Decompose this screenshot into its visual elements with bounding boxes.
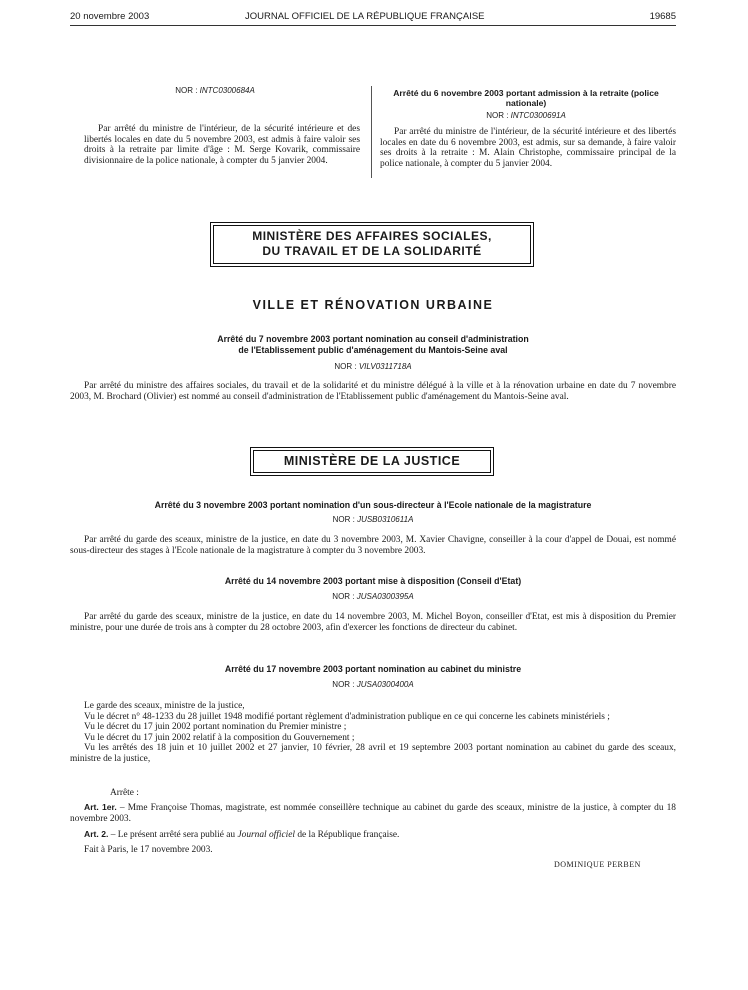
section-heading: VILLE ET RÉNOVATION URBAINE xyxy=(252,298,494,312)
nor-reference xyxy=(70,362,676,371)
arrete-title: Arrêté du 6 novembre 2003 portant admission à la retraite (police nationale) xyxy=(393,88,659,108)
ministry-heading xyxy=(213,225,531,264)
article-text: de la République française. xyxy=(295,830,400,840)
ministry-box-justice xyxy=(250,447,494,476)
paragraph: Vu le décret du 17 juin 2002 portant nomination du Premier ministre ; xyxy=(84,722,347,733)
article-label: Art. 2. xyxy=(84,829,109,839)
article-text: – Mme Françoise Thomas, magistrate, est nommée conseillère technique au cabinet du garde des sceaux, ministre de la justice, à compter du 18 novembre 2003. xyxy=(70,803,676,824)
nor-label: NOR : xyxy=(332,515,355,524)
signature: DOMINIQUE PERBEN xyxy=(554,860,641,869)
paragraph: Par arrêté du garde des sceaux, ministre de la justice, en date du 3 novembre 2003, M. Xavier Chavigne, conseiller à la cour d'appel de Douai, est nommé sous-directeur des stages à l'Ecole nationale de la magistrature à compter du 3 novembre 2003. xyxy=(70,535,676,556)
nor-reference xyxy=(70,86,360,95)
paragraph: Par arrêté du garde des sceaux, ministre de la justice, en date du 14 novembre 2003, M. Michel Boyon, conseiller d'Etat, est mis à disposition du Premier ministre, pour une durée de trois ans à compter du 28 octobre 2003, afin d'exercer les fonctions de directeur du cabinet. xyxy=(70,612,676,633)
right-column-text xyxy=(380,127,676,169)
article-1 xyxy=(70,802,676,824)
paragraph: Par arrêté du ministre de l'intérieur, de la sécurité intérieure et des libertés locales en date du 6 novembre 2003, est admis, sur sa demande, à faire valoir ses droits à la retraite : M. Alain Christophe, commissaire principal de la police nationale, à compter du 5 janvier 2004. xyxy=(380,127,676,169)
title-line: de l'Etablissement public d'aménagement du Mantois-Seine aval xyxy=(238,345,508,355)
justice-3-body xyxy=(70,701,676,765)
nor-label: NOR : xyxy=(332,680,355,689)
nor-code: JUSB0310611A xyxy=(357,515,414,524)
page-number: 19685 xyxy=(649,11,676,22)
nor-reference xyxy=(376,111,676,120)
header-rule xyxy=(70,25,676,26)
justice-1-text xyxy=(70,535,676,556)
nor-code: JUSA0300395A xyxy=(356,592,414,601)
nor-code: VILV0311718A xyxy=(358,362,412,371)
paragraph xyxy=(70,829,676,841)
header-date: 20 novembre 2003 xyxy=(70,11,150,22)
paragraph: Le garde des sceaux, ministre de la justice, xyxy=(84,701,245,711)
nor-reference xyxy=(70,592,676,601)
journal-title: JOURNAL OFFICIEL DE LA RÉPUBLIQUE FRANÇAISE xyxy=(245,11,485,22)
arrete-title: Arrêté du 14 novembre 2003 portant mise à disposition (Conseil d'Etat) xyxy=(224,576,522,586)
justice-2-text xyxy=(70,612,676,633)
nor-code: INTC0300684A xyxy=(199,86,255,95)
ministry-line: MINISTÈRE DES AFFAIRES SOCIALES, xyxy=(252,229,492,243)
paragraph: Par arrêté du ministre de l'intérieur, de la sécurité intérieure et des libertés locales en date du 5 novembre 2003, est admis à faire valoir ses droits à la retraite par limite d'âge : M. Serge Kovarik, commissaire divisionnaire de la police nationale, à compter du 5 janvier 2004. xyxy=(84,124,360,166)
ministry-box-social xyxy=(210,222,534,267)
paragraph: Vu le décret n° 48-1233 du 28 juillet 1948 modifié portant règlement d'administration publique en ce qui concerne les cabinets ministériels ; xyxy=(84,711,610,722)
paragraph: Vu les arrêtés des 18 juin et 10 juillet 2002 et 27 janvier, 10 février, 28 avril et 19 septembre 2003 portant nomination au cabinet du garde des sceaux, ministre de la justice, xyxy=(70,743,676,764)
nor-label: NOR : xyxy=(486,111,509,120)
article-label: Art. 1er. xyxy=(84,802,117,812)
nor-reference xyxy=(70,515,676,524)
nor-label: NOR : xyxy=(332,592,355,601)
nor-code: JUSA0300400A xyxy=(356,680,414,689)
nor-reference xyxy=(70,680,676,689)
ministry-heading: MINISTÈRE DE LA JUSTICE xyxy=(253,450,491,473)
column-divider xyxy=(371,86,372,178)
paragraph: Par arrêté du ministre des affaires sociales, du travail et de la solidarité et du ministre délégué à la ville et à la rénovation urbaine en date du 7 novembre 2003, M. Brochard (Olivier) est nommé au conseil d'administration de l'Etablissement public d'aménagement du Mantois-Seine aval. xyxy=(70,381,676,402)
nor-label: NOR : xyxy=(334,362,357,371)
ministry-line: DU TRAVAIL ET DE LA SOLIDARITÉ xyxy=(262,244,482,258)
ville-text xyxy=(70,381,676,402)
paragraph xyxy=(70,802,676,824)
article-text: – Le présent arrêté sera publié au xyxy=(108,830,238,840)
title-line: Arrêté du 7 novembre 2003 portant nomination au conseil d'administration xyxy=(217,334,529,344)
nor-label: NOR : xyxy=(175,86,198,95)
arrete-word: Arrête : xyxy=(110,788,139,798)
arrete-title xyxy=(70,334,676,356)
journal-name: Journal officiel xyxy=(237,830,296,840)
arrete-title: Arrêté du 17 novembre 2003 portant nomination au cabinet du ministre xyxy=(224,664,522,674)
arrete-title: Arrêté du 3 novembre 2003 portant nomination d'un sous-directeur à l'Ecole nationale de la magistrature xyxy=(154,500,592,510)
nor-code: INTC0300691A xyxy=(510,111,566,120)
left-column-text xyxy=(84,124,360,166)
paragraph: Vu le décret du 17 juin 2002 relatif à la composition du Gouvernement ; xyxy=(84,732,355,743)
article-2 xyxy=(70,829,676,841)
fait-line: Fait à Paris, le 17 novembre 2003. xyxy=(84,845,213,855)
